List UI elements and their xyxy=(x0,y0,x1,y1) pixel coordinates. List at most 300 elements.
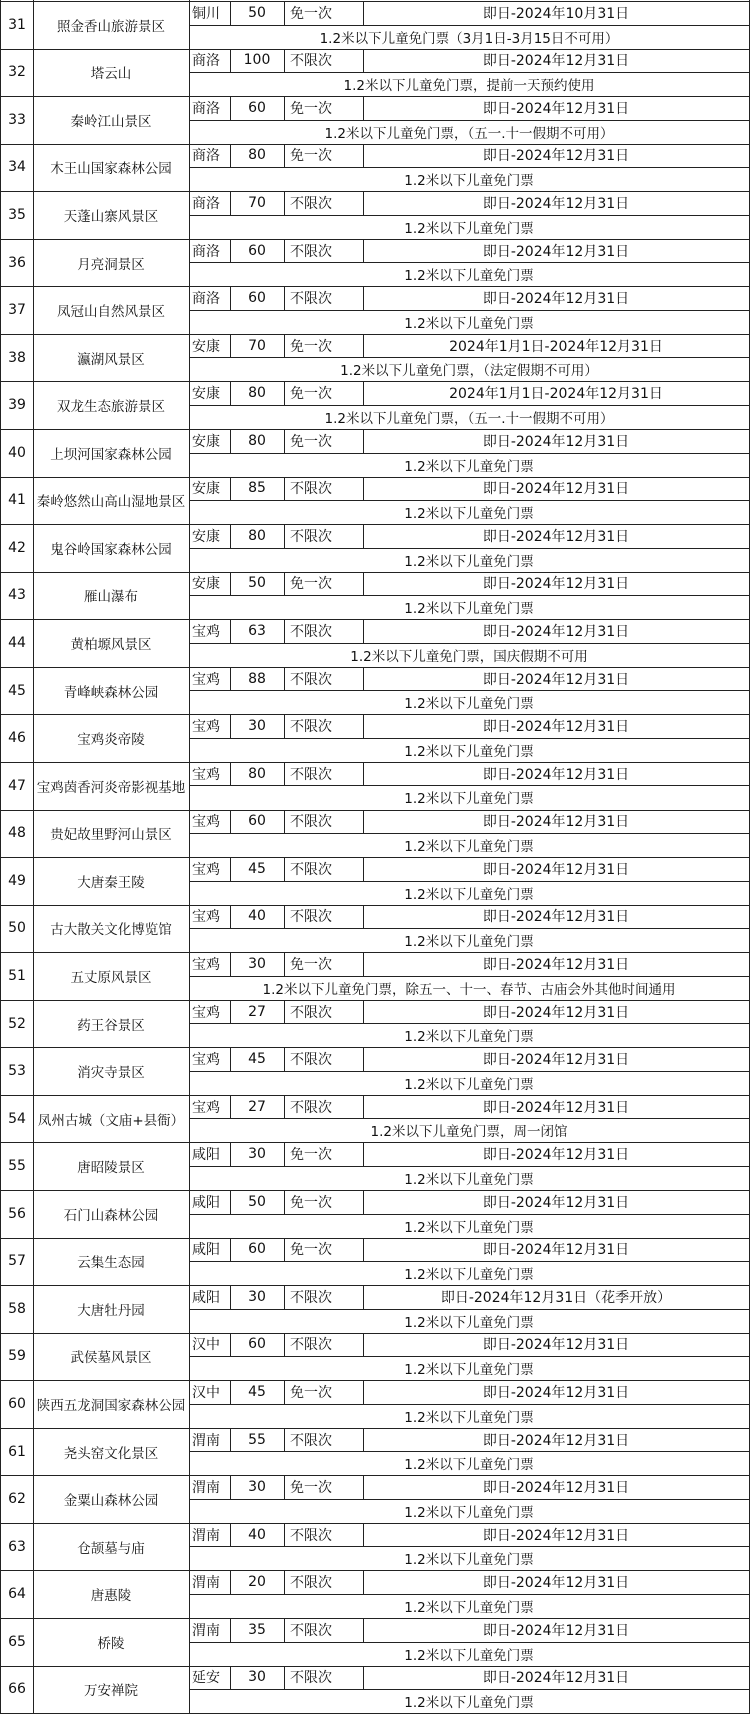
grid-line xyxy=(284,572,285,596)
grid-line xyxy=(189,1071,749,1072)
valid-period: 即日-2024年12月31日 xyxy=(482,1384,630,1401)
valid-period: 即日-2024年12月31日 xyxy=(482,671,630,688)
free-times: 不限次 xyxy=(290,1099,332,1116)
ticket-price: 88 xyxy=(248,670,266,687)
grid-line xyxy=(0,619,750,620)
grid-line xyxy=(363,857,364,881)
spot-name: 仓颉墓与庙 xyxy=(77,1540,145,1557)
grid-line xyxy=(0,572,750,573)
grid-line xyxy=(189,1166,749,1167)
valid-period: 2024年1月1日-2024年12月31日 xyxy=(449,338,663,355)
remark: 1.2米以下儿童免门票 xyxy=(404,1076,534,1093)
free-times: 免一次 xyxy=(290,1242,332,1259)
row-number: 33 xyxy=(8,111,26,128)
grid-line xyxy=(284,1190,285,1214)
grid-line xyxy=(189,976,749,977)
remark: 1.2米以下儿童免门票 xyxy=(404,1457,534,1474)
row-number: 48 xyxy=(8,825,26,842)
grid-line xyxy=(284,477,285,501)
row-number: 56 xyxy=(8,1205,26,1222)
grid-line xyxy=(0,1142,750,1143)
spot-name: 五丈原风景区 xyxy=(70,969,152,986)
grid-line xyxy=(284,334,285,358)
free-times: 不限次 xyxy=(290,195,332,212)
grid-line xyxy=(284,1095,285,1119)
grid-line xyxy=(0,1523,750,1524)
grid-line xyxy=(363,96,364,120)
remark: 1.2米以下儿童免门票 xyxy=(404,1552,534,1569)
grid-line xyxy=(363,1428,364,1452)
valid-period: 即日-2024年12月31日 xyxy=(482,1004,630,1021)
valid-period: 即日-2024年12月31日 xyxy=(482,1575,630,1592)
ticket-price: 63 xyxy=(248,623,266,640)
free-times: 不限次 xyxy=(290,1432,332,1449)
remark: 1.2米以下儿童免门票 xyxy=(404,1029,534,1046)
row-number: 39 xyxy=(8,397,26,414)
grid-line xyxy=(284,144,285,168)
grid-line xyxy=(363,762,364,786)
city: 宝鸡 xyxy=(192,1004,220,1021)
grid-line xyxy=(363,1523,364,1547)
grid-line xyxy=(284,1142,285,1166)
city: 安康 xyxy=(192,576,220,593)
spot-name: 金粟山森林公园 xyxy=(63,1493,159,1510)
free-times: 不限次 xyxy=(290,1670,332,1687)
row-number: 40 xyxy=(8,444,26,461)
grid-line xyxy=(189,1309,749,1310)
valid-period: 即日-2024年12月31日 xyxy=(482,481,630,498)
valid-period: 即日-2024年12月31日 xyxy=(482,1432,630,1449)
grid-line xyxy=(189,833,749,834)
row-number: 55 xyxy=(8,1158,26,1175)
grid-line xyxy=(0,96,750,97)
grid-line xyxy=(363,905,364,929)
grid-line xyxy=(230,952,231,976)
city: 渭南 xyxy=(192,1575,220,1592)
valid-period: 即日-2024年10月31日 xyxy=(482,5,630,22)
city: 宝鸡 xyxy=(192,719,220,736)
remark: 1.2米以下儿童免门票，周一闭馆 xyxy=(370,1124,568,1141)
grid-line xyxy=(0,714,750,715)
grid-line xyxy=(230,144,231,168)
remark: 1.2米以下儿童免门票 xyxy=(404,839,534,856)
remark: 1.2米以下儿童免门票 xyxy=(404,173,534,190)
grid-line xyxy=(284,1475,285,1499)
remark: 1.2米以下儿童免门票 xyxy=(404,791,534,808)
grid-line xyxy=(363,1095,364,1119)
grid-line xyxy=(284,286,285,310)
valid-period: 即日-2024年12月31日 xyxy=(482,433,630,450)
ticket-price: 80 xyxy=(248,147,266,164)
free-times: 不限次 xyxy=(290,1052,332,1069)
grid-line xyxy=(230,857,231,881)
remark: 1.2米以下儿童免门票 xyxy=(404,1267,534,1284)
row-number: 61 xyxy=(8,1443,26,1460)
free-times: 不限次 xyxy=(290,528,332,545)
grid-line xyxy=(0,952,750,953)
grid-line xyxy=(0,1,750,2)
remark: 1.2米以下儿童免门票 xyxy=(404,1409,534,1426)
spot-name: 照金香山旅游景区 xyxy=(57,18,165,35)
grid-line xyxy=(189,1261,749,1262)
ticket-price: 40 xyxy=(248,1526,266,1543)
city: 汉中 xyxy=(192,1384,220,1401)
grid-line xyxy=(189,500,749,501)
spot-name: 贵妃故里野河山景区 xyxy=(50,827,172,844)
spot-name: 唐惠陵 xyxy=(90,1588,132,1605)
grid-line xyxy=(363,1190,364,1214)
ticket-price: 30 xyxy=(248,1146,266,1163)
city: 安康 xyxy=(192,528,220,545)
row-number: 60 xyxy=(8,1396,26,1412)
spot-name: 石门山森林公园 xyxy=(63,1207,159,1224)
grid-line xyxy=(284,857,285,881)
city: 渭南 xyxy=(192,1480,220,1497)
free-times: 免一次 xyxy=(290,576,332,593)
spot-name: 雁山瀑布 xyxy=(84,589,138,606)
free-times: 免一次 xyxy=(290,148,332,165)
ticket-price: 60 xyxy=(248,1336,266,1353)
grid-line xyxy=(189,453,749,454)
grid-line xyxy=(230,1570,231,1594)
grid-line xyxy=(0,1475,750,1476)
grid-line xyxy=(284,1000,285,1024)
city: 商洛 xyxy=(192,148,220,165)
grid-line xyxy=(230,1142,231,1166)
grid-line xyxy=(189,785,749,786)
grid-line xyxy=(284,952,285,976)
ticket-price: 60 xyxy=(248,99,266,116)
grid-line xyxy=(189,72,749,73)
row-number: 42 xyxy=(8,539,26,556)
city: 安康 xyxy=(192,481,220,498)
valid-period: 即日-2024年12月31日 xyxy=(482,528,630,545)
grid-line xyxy=(189,595,749,596)
grid-line xyxy=(189,262,749,263)
grid-line xyxy=(0,1666,750,1667)
valid-period: 即日-2024年12月31日 xyxy=(482,861,630,878)
city: 渭南 xyxy=(192,1527,220,1544)
row-number: 58 xyxy=(8,1300,26,1317)
grid-line xyxy=(230,524,231,548)
valid-period: 即日-2024年12月31日 xyxy=(482,1527,630,1544)
valid-period: 即日-2024年12月31日 xyxy=(482,909,630,926)
grid-line xyxy=(363,1475,364,1499)
spot-name: 陕西五龙洞国家森林公园 xyxy=(36,1398,186,1414)
spot-name: 大唐牡丹园 xyxy=(77,1302,145,1319)
grid-line xyxy=(189,405,749,406)
row-number: 64 xyxy=(8,1586,26,1603)
grid-line xyxy=(284,714,285,738)
grid-line xyxy=(284,619,285,643)
grid-line xyxy=(189,643,749,644)
grid-line xyxy=(0,524,750,525)
valid-period: 即日-2024年12月31日 xyxy=(482,1337,630,1354)
free-times: 不限次 xyxy=(290,624,332,641)
row-number: 31 xyxy=(8,16,26,33)
grid-line xyxy=(0,334,750,335)
grid-line xyxy=(0,1095,750,1096)
remark: 1.2米以下儿童免门票 xyxy=(404,934,534,951)
grid-line xyxy=(0,1000,750,1001)
city: 咸阳 xyxy=(192,1289,220,1306)
grid-line xyxy=(284,1285,285,1309)
free-times: 免一次 xyxy=(290,1384,332,1401)
spot-name: 天蓬山寨风景区 xyxy=(63,209,159,225)
remark: 1.2米以下儿童免门票 xyxy=(404,1695,534,1712)
spot-name: 瀛湖风景区 xyxy=(77,351,145,368)
grid-line xyxy=(189,215,749,216)
grid-line xyxy=(230,286,231,310)
row-number: 66 xyxy=(8,1681,26,1698)
row-number: 45 xyxy=(8,682,26,699)
grid-line xyxy=(363,239,364,263)
ticket-price: 80 xyxy=(248,765,266,782)
free-times: 不限次 xyxy=(290,814,332,831)
ticket-price: 80 xyxy=(248,385,266,402)
spot-name: 凤冠山自然风景区 xyxy=(57,304,165,321)
grid-line xyxy=(284,1428,285,1452)
grid-line xyxy=(284,905,285,929)
remark: 1.2米以下儿童免门票，（五一.十一假期不可用） xyxy=(324,125,614,142)
free-times: 免一次 xyxy=(290,386,332,403)
grid-line xyxy=(189,738,749,739)
grid-line xyxy=(189,1451,749,1452)
spot-name: 古大散关文化博览馆 xyxy=(50,922,172,939)
grid-line xyxy=(230,714,231,738)
remark: 1.2米以下儿童免门票，（五一.十一假期不可用） xyxy=(324,410,614,427)
city: 宝鸡 xyxy=(192,671,220,688)
ticket-price: 30 xyxy=(248,1479,266,1496)
grid-line xyxy=(230,1666,231,1690)
grid-line xyxy=(230,810,231,834)
valid-period: 即日-2024年12月31日 xyxy=(482,1052,630,1069)
spot-name: 月亮洞景区 xyxy=(77,256,145,273)
spot-name: 青峰峡森林公园 xyxy=(63,684,159,701)
grid-line xyxy=(189,1689,749,1690)
valid-period: 即日-2024年12月31日 xyxy=(482,814,630,831)
ticket-price: 27 xyxy=(248,1003,266,1020)
grid-line xyxy=(363,1,364,25)
row-number: 63 xyxy=(8,1538,26,1555)
remark: 1.2米以下儿童免门票 xyxy=(404,1504,534,1521)
spot-name: 木王山国家森林公园 xyxy=(50,161,172,178)
grid-line xyxy=(363,1333,364,1357)
grid-line xyxy=(0,381,750,382)
grid-line xyxy=(230,239,231,263)
grid-line xyxy=(284,381,285,405)
grid-line xyxy=(363,1380,364,1404)
ticket-price: 70 xyxy=(248,337,266,354)
row-number: 65 xyxy=(8,1633,26,1650)
row-number: 44 xyxy=(8,635,26,652)
free-times: 不限次 xyxy=(290,766,332,783)
grid-line xyxy=(363,1285,364,1309)
grid-line xyxy=(363,334,364,358)
grid-line xyxy=(189,1404,749,1405)
grid-line xyxy=(284,96,285,120)
remark: 1.2米以下儿童免门票，（法定假期不可用） xyxy=(340,363,598,380)
grid-line xyxy=(230,381,231,405)
grid-line xyxy=(284,1,285,25)
ticket-price: 35 xyxy=(248,1621,266,1638)
grid-line xyxy=(284,191,285,215)
grid-line xyxy=(230,1475,231,1499)
city: 延安 xyxy=(192,1670,220,1687)
grid-line xyxy=(0,810,750,811)
free-times: 免一次 xyxy=(290,1480,332,1497)
valid-period: 即日-2024年12月31日 xyxy=(482,291,630,308)
grid-line xyxy=(363,1618,364,1642)
spot-name: 尧头窑文化景区 xyxy=(63,1445,159,1462)
city: 咸阳 xyxy=(192,1194,220,1211)
free-times: 免一次 xyxy=(290,5,332,22)
remark: 1.2米以下儿童免门票 xyxy=(404,506,534,523)
free-times: 不限次 xyxy=(290,719,332,736)
grid-line xyxy=(230,667,231,691)
ticket-price: 50 xyxy=(248,1193,266,1210)
grid-line xyxy=(0,1428,750,1429)
city: 汉中 xyxy=(192,1337,220,1354)
city: 宝鸡 xyxy=(192,956,220,973)
remark: 1.2米以下儿童免门票 xyxy=(404,268,534,285)
spot-name: 消灾寺景区 xyxy=(77,1065,145,1082)
remark: 1.2米以下儿童免门票 xyxy=(404,220,534,237)
row-number: 62 xyxy=(8,1491,26,1508)
ticket-price: 30 xyxy=(248,1669,266,1686)
ticket-price: 50 xyxy=(248,4,266,21)
grid-line xyxy=(230,1190,231,1214)
grid-line xyxy=(363,144,364,168)
grid-line xyxy=(363,524,364,548)
grid-line xyxy=(0,667,750,668)
free-times: 不限次 xyxy=(290,1622,332,1639)
valid-period: 即日-2024年12月31日 xyxy=(482,1194,630,1211)
grid-line xyxy=(0,429,750,430)
grid-line xyxy=(33,0,34,1713)
grid-line xyxy=(363,1570,364,1594)
grid-line xyxy=(363,49,364,73)
free-times: 不限次 xyxy=(290,1527,332,1544)
grid-line xyxy=(230,1333,231,1357)
grid-line xyxy=(0,286,750,287)
valid-period: 即日-2024年12月31日 xyxy=(482,1242,630,1259)
grid-line xyxy=(363,1142,364,1166)
free-times: 不限次 xyxy=(290,481,332,498)
grid-line xyxy=(284,1570,285,1594)
grid-line xyxy=(230,1380,231,1404)
grid-line xyxy=(230,334,231,358)
ticket-price: 60 xyxy=(248,242,266,259)
grid-line xyxy=(189,1594,749,1595)
remark: 1.2米以下儿童免门票 xyxy=(404,315,534,332)
grid-line xyxy=(0,1570,750,1571)
spot-name: 唐昭陵景区 xyxy=(77,1160,145,1177)
free-times: 免一次 xyxy=(290,338,332,355)
grid-line xyxy=(0,762,750,763)
free-times: 免一次 xyxy=(290,433,332,450)
grid-line xyxy=(230,49,231,73)
spot-name: 桥陵 xyxy=(97,1635,125,1652)
grid-line xyxy=(189,25,749,26)
grid-line xyxy=(0,857,750,858)
city: 宝鸡 xyxy=(192,814,220,831)
grid-line xyxy=(363,1047,364,1071)
row-number: 47 xyxy=(8,777,26,794)
ticket-price: 30 xyxy=(248,1288,266,1305)
row-number: 46 xyxy=(8,730,26,747)
grid-line xyxy=(0,1238,750,1239)
ticket-price: 45 xyxy=(248,1051,266,1068)
grid-line xyxy=(230,762,231,786)
city: 渭南 xyxy=(192,1432,220,1449)
grid-line xyxy=(189,1214,749,1215)
ticket-price: 60 xyxy=(248,1241,266,1258)
row-number: 52 xyxy=(8,1015,26,1032)
grid-line xyxy=(363,477,364,501)
grid-line xyxy=(189,310,749,311)
spot-name: 宝鸡炎帝陵 xyxy=(77,732,145,749)
grid-line xyxy=(230,1285,231,1309)
grid-line xyxy=(189,548,749,549)
grid-line xyxy=(189,928,749,929)
grid-line xyxy=(189,120,749,121)
grid-line xyxy=(363,1666,364,1690)
grid-line xyxy=(230,1047,231,1071)
row-number: 59 xyxy=(8,1348,26,1365)
grid-line xyxy=(0,905,750,906)
city: 商洛 xyxy=(192,243,220,260)
grid-line xyxy=(189,690,749,691)
remark: 1.2米以下儿童免门票 xyxy=(404,601,534,618)
row-number: 35 xyxy=(8,207,26,223)
free-times: 不限次 xyxy=(290,909,332,926)
remark: 1.2米以下儿童免门票 xyxy=(404,458,534,475)
grid-line xyxy=(363,810,364,834)
city: 商洛 xyxy=(192,195,220,212)
grid-line xyxy=(284,49,285,73)
valid-period: 即日-2024年12月31日 xyxy=(482,576,630,593)
free-times: 不限次 xyxy=(290,861,332,878)
row-number: 57 xyxy=(8,1253,26,1270)
grid-line xyxy=(189,1023,749,1024)
grid-line xyxy=(284,762,285,786)
free-times: 不限次 xyxy=(290,243,332,260)
grid-line xyxy=(0,1190,750,1191)
row-number: 51 xyxy=(8,967,26,984)
ticket-price: 30 xyxy=(248,955,266,972)
grid-line xyxy=(189,1499,749,1500)
valid-period: 即日-2024年12月31日 xyxy=(482,195,630,212)
city: 宝鸡 xyxy=(192,861,220,878)
spot-name: 黄柏塬风景区 xyxy=(70,637,152,654)
row-number: 37 xyxy=(8,302,26,319)
grid-line xyxy=(284,429,285,453)
free-times: 不限次 xyxy=(290,1289,332,1306)
grid-line xyxy=(363,1000,364,1024)
remark: 1.2米以下儿童免门票 xyxy=(404,1219,534,1236)
spot-name: 大唐秦王陵 xyxy=(77,874,145,891)
grid-line xyxy=(284,1523,285,1547)
remark: 1.2米以下儿童免门票 xyxy=(404,553,534,570)
grid-line xyxy=(284,1333,285,1357)
valid-period: 2024年1月1日-2024年12月31日 xyxy=(449,386,663,403)
grid-line xyxy=(284,1666,285,1690)
row-number: 53 xyxy=(8,1063,26,1080)
valid-period: 即日-2024年12月31日 xyxy=(482,624,630,641)
free-times: 免一次 xyxy=(290,1194,332,1211)
remark: 1.2米以下儿童免门票，国庆假期不可用 xyxy=(350,648,588,665)
